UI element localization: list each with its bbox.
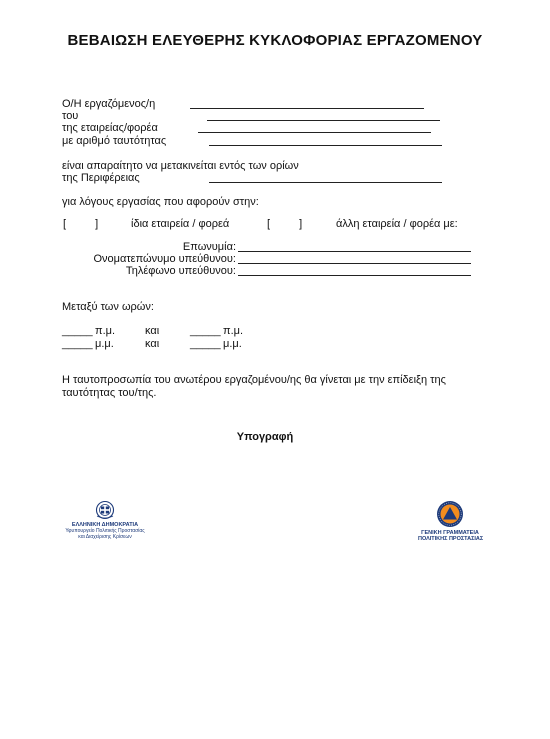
verification-text-line2: ταυτότητας του/της. xyxy=(62,387,157,399)
label-responsible-person: Ονοματεπώνυμο υπεύθυνου: xyxy=(93,253,236,265)
hours-heading: Μεταξύ των ωρών: xyxy=(62,301,154,313)
label-responsible-phone: Τηλέφωνο υπεύθυνου: xyxy=(125,265,236,277)
checkbox-open-bracket: [ xyxy=(267,218,271,230)
option-same-company: ίδια εταιρεία / φορεά xyxy=(131,218,230,230)
left-logo-title: ΕΛΛΗΝΙΚΗ ΔΗΜΟΚΡΑΤΙΑ xyxy=(71,522,139,528)
label-company-name: Επωνυμία: xyxy=(182,241,236,253)
left-logo-line2: και Διαχείρισης Κρίσεων xyxy=(78,534,132,540)
hours-to-pm: μ.μ. xyxy=(223,338,242,350)
father-name-line[interactable] xyxy=(207,120,440,121)
left-logo-line1: Υφυπουργείο Πολιτικής Προστασίας xyxy=(65,528,145,534)
hours-to-blank-2[interactable]: _____ xyxy=(190,338,221,350)
verification-text-line1: Η ταυτοπροσωπία του ανωτέρου εργαζομένου/ης θα γίνεται με την επίδειξη της xyxy=(62,374,446,386)
civil-protection-logo xyxy=(418,500,482,545)
hours-from-blank[interactable]: _____ xyxy=(62,325,93,337)
responsible-phone-line[interactable] xyxy=(238,275,471,276)
right-logo-line1: ΓΕΝΙΚΗ ΓΡΑΜΜΑΤΕΙΑ xyxy=(421,530,479,536)
right-logo-line2: ΠΟΛΙΤΙΚΗΣ ΠΡΟΣΤΑΣΙΑΣ xyxy=(418,536,484,542)
checkbox-same-company[interactable] xyxy=(63,218,98,231)
label-id-number: με αριθμό ταυτότητας xyxy=(62,135,167,147)
movement-text-line1: είναι απαραίτητο να μετακινείται εντός των ορίων xyxy=(62,160,299,172)
company-name-line[interactable] xyxy=(198,132,431,133)
coat-of-arms-icon xyxy=(94,500,116,520)
checkbox-close-bracket: ] xyxy=(299,218,303,230)
hours-from-pm: μ.μ. xyxy=(95,338,114,350)
region-line[interactable] xyxy=(209,182,442,183)
hours-and-1: και xyxy=(145,325,160,337)
hours-to-am: π.μ. xyxy=(223,325,244,337)
reasons-intro: για λόγους εργασίας που αφορούν στην: xyxy=(62,196,259,208)
hours-from-am: π.μ. xyxy=(95,325,116,337)
responsible-person-line[interactable] xyxy=(238,263,471,264)
checkbox-open-bracket: [ xyxy=(63,218,67,230)
hours-from-blank-2[interactable]: _____ xyxy=(62,338,93,350)
civil-protection-emblem-icon xyxy=(436,500,464,528)
checkbox-other-company[interactable] xyxy=(267,218,302,231)
hellenic-republic-logo xyxy=(60,500,150,545)
label-of: του xyxy=(62,110,79,122)
hours-to-blank-1[interactable]: _____ xyxy=(190,325,221,337)
id-number-line[interactable] xyxy=(209,145,442,146)
document-title: ΒΕΒΑΙΩΣΗ ΕΛΕΥΘΕΡΗΣ ΚΥΚΛΟΦΟΡΙΑΣ ΕΡΓΑΖΟΜΕΝΟΥ xyxy=(67,32,483,49)
checkbox-close-bracket: ] xyxy=(95,218,99,230)
employee-name-line[interactable] xyxy=(190,108,424,109)
option-other-company: άλλη εταιρεία / φορέα με: xyxy=(336,218,458,230)
label-employee: Ο/Η εργαζόμενος/η xyxy=(62,98,156,110)
signature-label: Υπογραφή xyxy=(236,431,294,443)
hours-and-2: και xyxy=(145,338,160,350)
label-company: της εταιρείας/φορέα xyxy=(62,122,158,134)
movement-text-line2: της Περιφέρειας xyxy=(62,172,140,184)
company-name-field-line[interactable] xyxy=(238,251,471,252)
